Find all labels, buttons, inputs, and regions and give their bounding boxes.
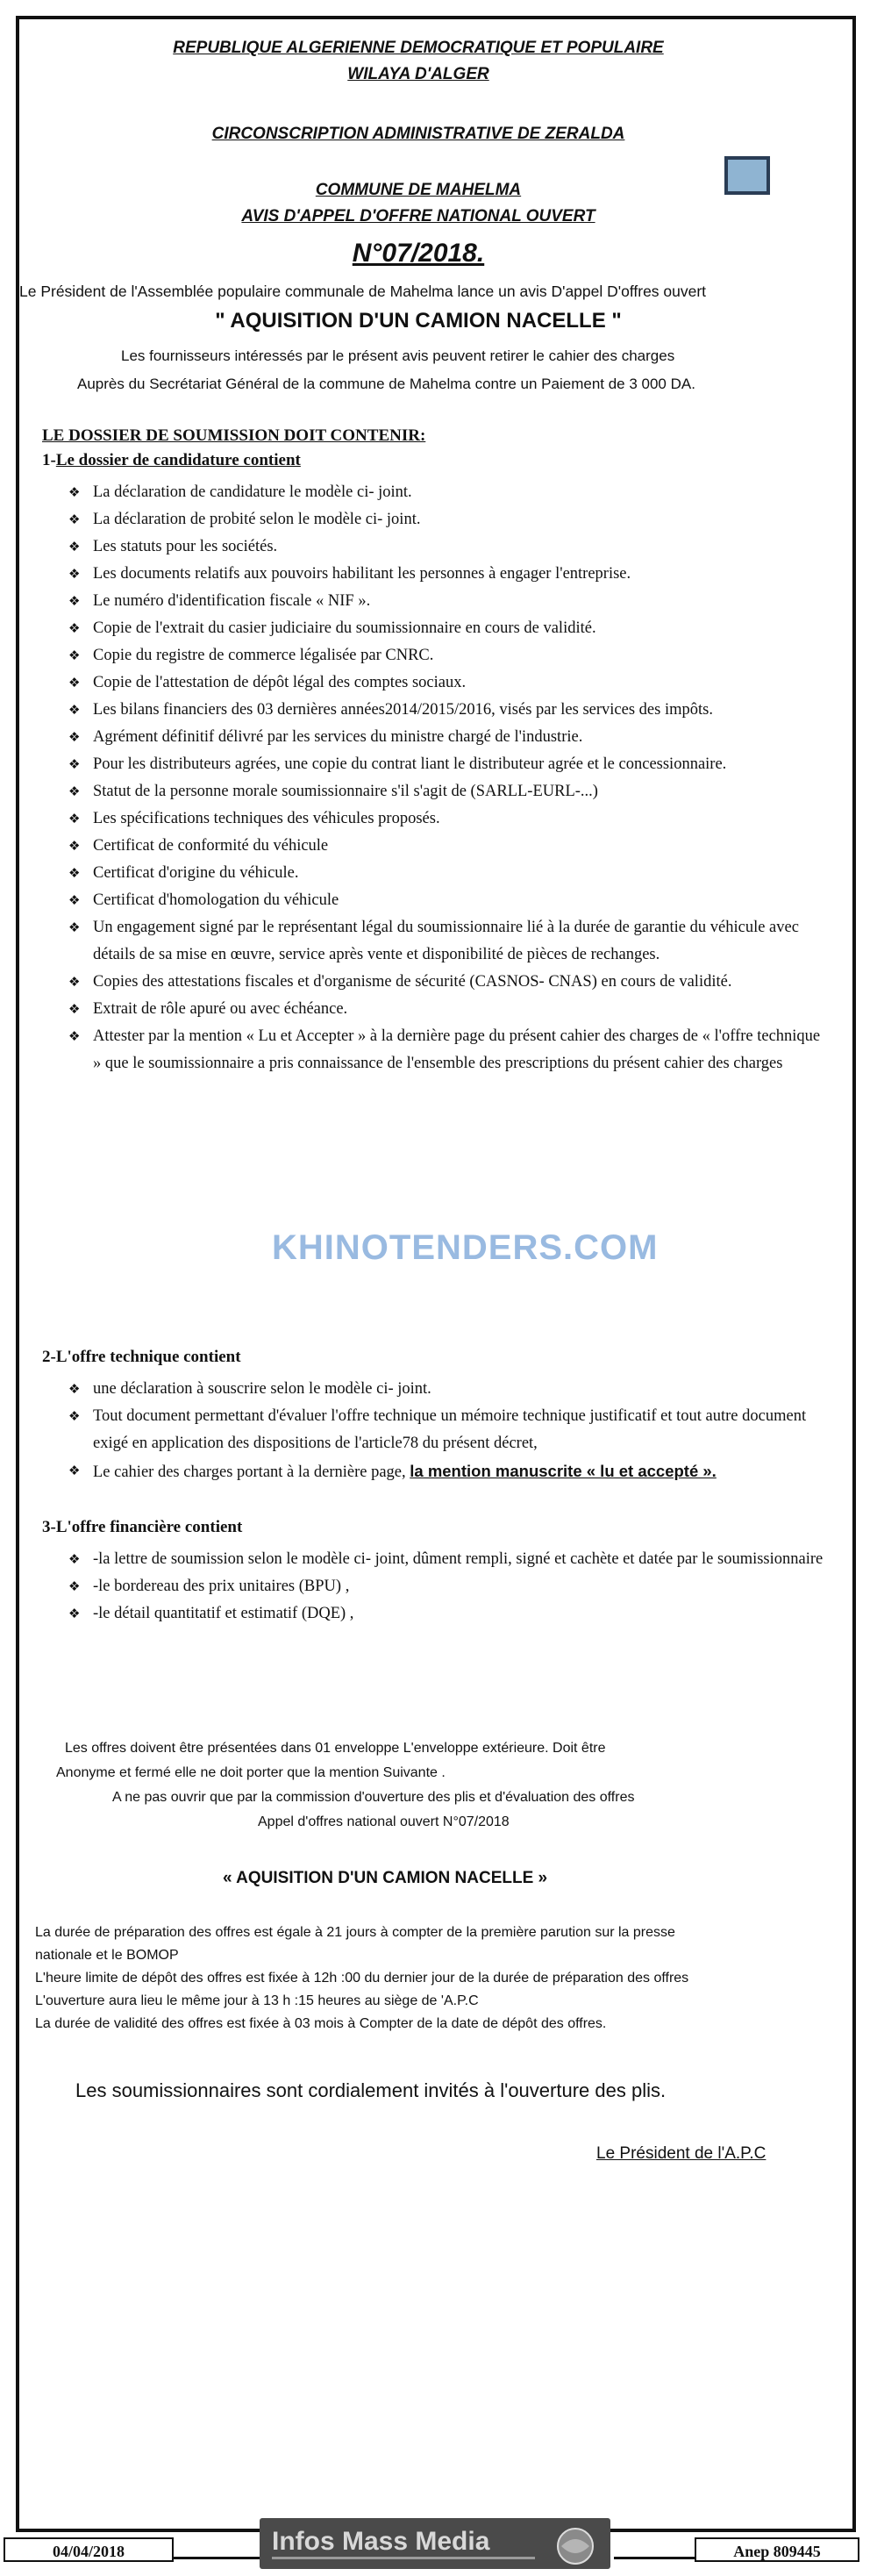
bullet-diamond-icon: ❖ (68, 1001, 81, 1017)
intro-suppliers: Les fournisseurs intéressés par le présent avis peuvent retirer le cahier des charges (121, 347, 675, 364)
list-item (68, 751, 831, 778)
section-1-prefix: 1- (42, 451, 56, 469)
footer-rule-right (614, 2557, 695, 2559)
deadline-line: L'heure limite de dépôt des offres est fixée à 12h :00 du dernier jour de la durée de préparation des offres (35, 1971, 689, 1986)
bullet-diamond-icon: ❖ (68, 620, 81, 636)
bullet-diamond-icon: ❖ (68, 1463, 81, 1478)
conditions-line-2: Anonyme et fermé elle ne doit porter que la mention Suivante . (56, 1765, 446, 1780)
bullet-diamond-icon: ❖ (68, 566, 81, 582)
conditions-title: « AQUISITION D'UN CAMION NACELLE » (223, 1869, 548, 1887)
list-item (68, 588, 831, 615)
header-republic: REPUBLIQUE ALGERIENNE DEMOCRATIQUE ET POPULAIRE (173, 39, 664, 57)
footer-anep: Anep 809445 (695, 2537, 859, 2562)
list-item (68, 887, 831, 914)
list-item-text: Un engagement signé par le représentant légal du soumissionnaire lié à la durée de garantie du véhicule avec détails de sa mise en œuvre, service après vente et disponibilité de pièces de rechanges. (93, 919, 799, 963)
list-item-text: -la lettre de soumission selon le modèle ci- joint, dûment rempli, signé et cachète et datée par le soumissionnaire (93, 1550, 824, 1568)
header-wilaya: WILAYA D'ALGER (347, 65, 489, 83)
list-item-text: Certificat de conformité du véhicule (93, 837, 329, 855)
header-circonscription: CIRCONSCRIPTION ADMINISTRATIVE DE ZERALDA (211, 125, 625, 143)
intro-payment: Auprès du Secrétariat Général de la commune de Mahelma contre un Paiement de 3 000 DA. (77, 376, 695, 392)
list-item (68, 860, 831, 887)
list-item-text: Copie de l'extrait du casier judiciaire du soumissionnaire en cours de validité. (93, 619, 596, 637)
bullet-diamond-icon: ❖ (68, 838, 81, 854)
infos-mass-media-logo (260, 2516, 610, 2571)
bullet-diamond-icon: ❖ (68, 512, 81, 527)
list-item (68, 805, 831, 833)
duration-line-2: nationale et le BOMOP (35, 1948, 179, 1963)
intro-title: " AQUISITION D'UN CAMION NACELLE " (215, 309, 622, 333)
footer-date: 04/04/2018 (4, 2537, 174, 2562)
list-item-text: Les spécifications techniques des véhicules proposés. (93, 810, 440, 827)
opening-line: L'ouverture aura lieu le même jour à 13 h :15 heures au siège de 'A.P.C (35, 1993, 479, 2008)
list-item-text: Certificat d'homologation du véhicule (93, 891, 339, 909)
list-item (68, 833, 831, 860)
list-item-text: Le cahier des charges portant à la dernière page, la mention manuscrite « lu et accepté ». (93, 1462, 717, 1481)
list-item (68, 1403, 831, 1457)
list-item (68, 1546, 831, 1573)
list-item (68, 969, 831, 996)
list-item-text: -le bordereau des prix unitaires (BPU) , (93, 1578, 350, 1595)
list-item-text: Agrément définitif délivré par les services du ministre chargé de l'industrie. (93, 728, 583, 746)
list-item-text: Extrait de rôle apuré ou avec échéance. (93, 1000, 348, 1018)
header-commune: COMMUNE DE MAHELMA (315, 181, 522, 199)
bullet-list (68, 1546, 831, 1628)
list-item-text: Statut de la personne morale soumissionnaire s'il s'agit de (SARLL-EURL-...) (93, 783, 598, 800)
list-item (68, 479, 831, 506)
list-item (68, 778, 831, 805)
list-item (68, 724, 831, 751)
bullet-diamond-icon: ❖ (68, 1578, 81, 1594)
section-1-title (42, 451, 301, 470)
bullet-diamond-icon: ❖ (68, 756, 81, 772)
list-item (68, 642, 831, 669)
bullet-diamond-icon: ❖ (68, 1381, 81, 1397)
conditions-line-3: A ne pas ouvrir que par la commission d'ouverture des plis et d'évaluation des offres (112, 1790, 635, 1805)
header-avis: AVIS D'APPEL D'OFFRE NATIONAL OUVERT (241, 207, 595, 225)
watermark: KHINOTENDERS.COM (272, 1228, 659, 1267)
notice-number: N°07/2018. (352, 239, 485, 268)
bullet-diamond-icon: ❖ (68, 919, 81, 935)
list-item (68, 1457, 831, 1486)
dossier-heading: LE DOSSIER DE SOUMISSION DOIT CONTENIR: (42, 426, 426, 445)
bullet-diamond-icon: ❖ (68, 892, 81, 908)
list-item-text: Copies des attestations fiscales et d'organisme de sécurité (CASNOS- CNAS) en cours de validité. (93, 973, 732, 991)
list-item-text: Tout document permettant d'évaluer l'offre technique un mémoire technique justificatif et tout autre document exigé en application des dispositions de l'article78 du présent décret, (93, 1407, 807, 1452)
intro-line: Le Président de l'Assemblée populaire communale de Mahelma lance un avis D'appel D'offres ouvert (19, 283, 707, 300)
logo-text: Infos Mass Media (272, 2527, 490, 2556)
bullet-diamond-icon: ❖ (68, 1028, 81, 1044)
list-item-text: La déclaration de probité selon le modèle ci- joint. (93, 511, 421, 528)
list-item-text: Certificat d'origine du véhicule. (93, 864, 299, 882)
bullet-diamond-icon: ❖ (68, 1408, 81, 1424)
list-item-text: Copie de l'attestation de dépôt légal des comptes sociaux. (93, 674, 467, 691)
stamp-square (724, 156, 770, 195)
list-item-text: La déclaration de candidature le modèle ci- joint. (93, 483, 412, 501)
bullet-diamond-icon: ❖ (68, 648, 81, 663)
invitation: Les soumissionnaires sont cordialement invités à l'ouverture des plis. (75, 2079, 667, 2101)
bullet-diamond-icon: ❖ (68, 974, 81, 990)
section-2-title: 2-L'offre technique contient (42, 1348, 241, 1366)
bullet-list (68, 1376, 831, 1486)
bullet-diamond-icon: ❖ (68, 1551, 81, 1567)
signature: Le Président de l'A.P.C (596, 2144, 766, 2163)
list-item-text: une déclaration à souscrire selon le modèle ci- joint. (93, 1380, 431, 1398)
bullet-list (68, 479, 831, 1077)
bullet-diamond-icon: ❖ (68, 1606, 81, 1621)
list-item-text: Les statuts pour les sociétés. (93, 538, 278, 555)
list-item (68, 506, 831, 533)
list-item-text: Les documents relatifs aux pouvoirs habilitant les personnes à engager l'entreprise. (93, 565, 631, 583)
bullet-diamond-icon: ❖ (68, 865, 81, 881)
list-item-text: Pour les distributeurs agrées, une copie du contrat liant le distributeur agrée et le concessionnaire. (93, 755, 727, 773)
bullet-diamond-icon: ❖ (68, 484, 81, 500)
list-item-text: Copie du registre de commerce légalisée par CNRC. (93, 647, 434, 664)
list-item (68, 914, 831, 969)
list-item (68, 1600, 831, 1628)
list-item-text: Attester par la mention « Lu et Accepter » à la dernière page du présent cahier des charges de « l'offre technique » que le soumissionnaire a pris connaissance de l'ensemble des prescriptions du présent cahier des charges (93, 1027, 821, 1072)
list-item-text: -le détail quantitatif et estimatif (DQE) , (93, 1605, 354, 1622)
list-item-text: Les bilans financiers des 03 dernières années2014/2015/2016, visés par les services des impôts. (93, 701, 713, 719)
conditions-line-1: Les offres doivent être présentées dans 01 enveloppe L'enveloppe extérieure. Doit être (65, 1741, 606, 1756)
bullet-diamond-icon: ❖ (68, 784, 81, 799)
list-item (68, 1023, 831, 1077)
bullet-diamond-icon: ❖ (68, 702, 81, 718)
list-item (68, 1573, 831, 1600)
conditions-line-4: Appel d'offres national ouvert N°07/2018 (258, 1814, 510, 1829)
validity-line: La durée de validité des offres est fixée à 03 mois à Compter de la date de dépôt des offres. (35, 2016, 607, 2031)
bullet-diamond-icon: ❖ (68, 593, 81, 609)
bullet-diamond-icon: ❖ (68, 811, 81, 826)
list-item (68, 561, 831, 588)
footer-rule-left (174, 2557, 270, 2559)
duration-line-1: La durée de préparation des offres est égale à 21 jours à compter de la première parution sur la presse (35, 1925, 675, 1940)
list-item-text: Le numéro d'identification fiscale « NIF ». (93, 592, 371, 610)
bullet-diamond-icon: ❖ (68, 675, 81, 691)
bullet-diamond-icon: ❖ (68, 539, 81, 555)
list-item (68, 533, 831, 561)
list-item (68, 669, 831, 697)
bullet-diamond-icon: ❖ (68, 729, 81, 745)
list-item (68, 615, 831, 642)
list-item (68, 1376, 831, 1403)
section-3-title: 3-L'offre financière contient (42, 1518, 243, 1536)
list-item (68, 996, 831, 1023)
section-1-label: Le dossier de candidature contient (55, 451, 301, 469)
list-item (68, 697, 831, 724)
handwritten-mention-emphasis: la mention manuscrite « lu et accepté ». (410, 1462, 717, 1480)
